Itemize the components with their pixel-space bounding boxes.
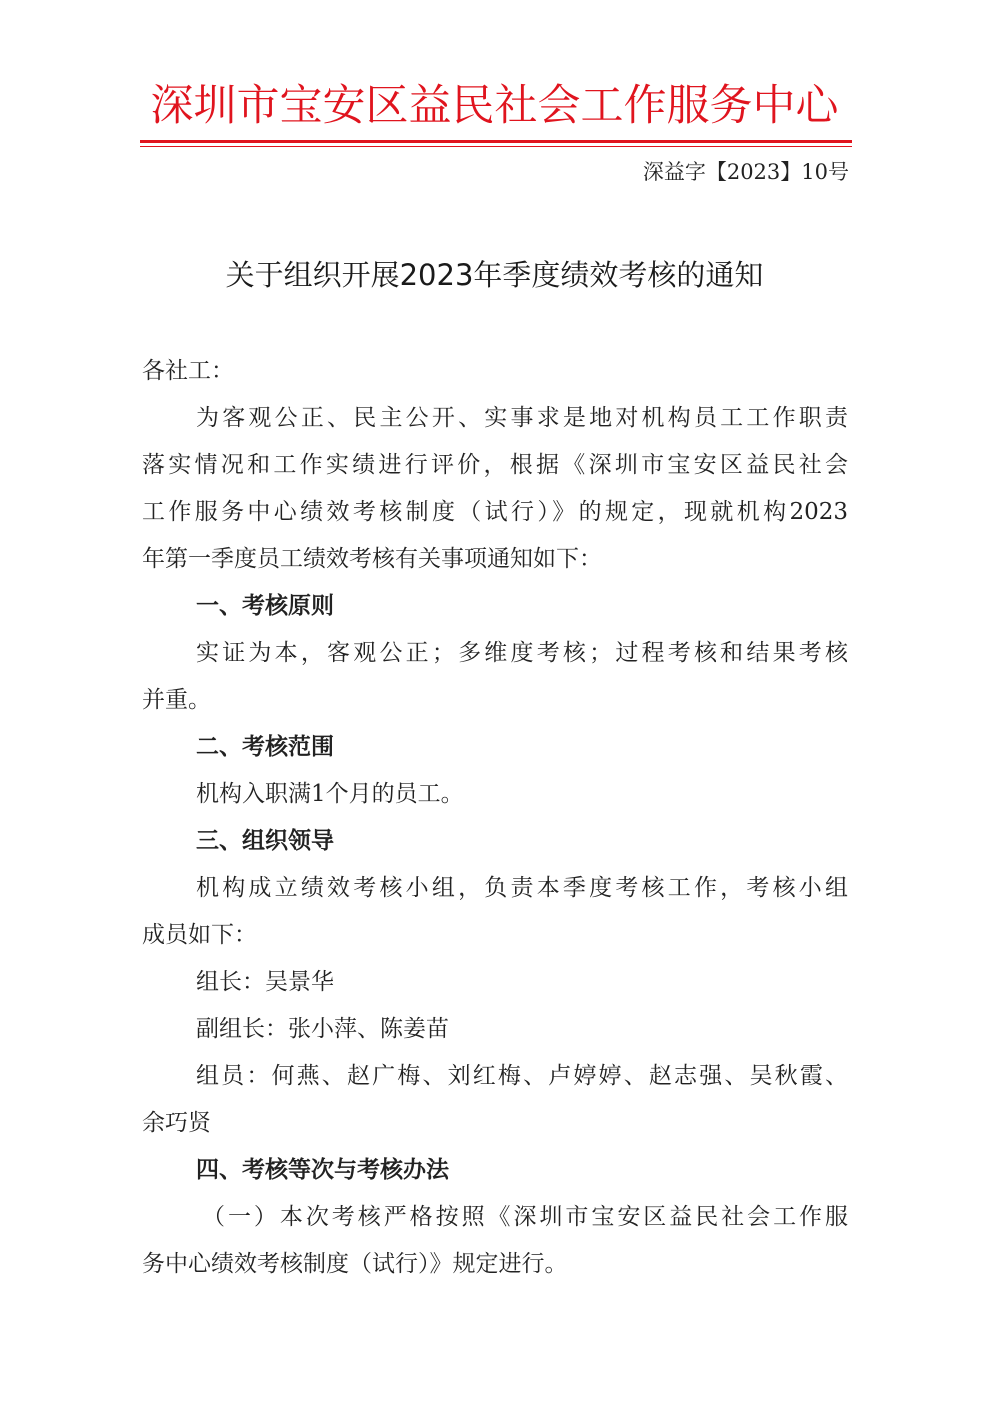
section-heading-scope: 二、考核范围 (196, 734, 334, 760)
section-heading-principles: 一、考核原则 (196, 593, 334, 619)
group-members: 余巧贤 (142, 1110, 211, 1136)
section-heading-leadership: 三、组织领导 (196, 828, 334, 854)
intro-line: 工作服务中心绩效考核制度（试行）》的规定，现就机构2023 (142, 499, 848, 525)
group-leader: 组长：吴景华 (196, 969, 334, 995)
intro-line: 年第一季度员工绩效考核有关事项通知如下： (142, 546, 602, 572)
leadership-line: 机构成立绩效考核小组，负责本季度考核工作，考核小组 (196, 875, 848, 901)
deputy-leaders: 副组长：张小萍、陈姜苗 (196, 1016, 449, 1042)
notice-title: 关于组织开展2023年季度绩效考核的通知 (225, 258, 764, 292)
scope-line: 机构入职满1个月的员工。 (196, 781, 464, 807)
header-rule-thin (140, 146, 852, 147)
intro-line: 为客观公正、民主公开、实事求是地对机构员工工作职责 (196, 405, 848, 431)
grading-line: （一）本次考核严格按照《深圳市宝安区益民社会工作服 (202, 1204, 848, 1230)
organization-name: 深圳市宝安区益民社会工作服务中心 (150, 81, 839, 131)
section-heading-grading: 四、考核等次与考核办法 (196, 1157, 449, 1183)
principles-line: 实证为本，客观公正；多维度考核；过程考核和结果考核 (196, 640, 848, 666)
leadership-line: 成员如下： (142, 922, 257, 948)
grading-line: 务中心绩效考核制度（试行）》规定进行。 (142, 1251, 568, 1277)
group-members: 组员：何燕、赵广梅、刘红梅、卢婷婷、赵志强、吴秋霞、 (196, 1063, 848, 1089)
notice-body (142, 348, 848, 1288)
document-number: 深益字【2023】10号 (642, 160, 849, 184)
header-rule-thick (140, 140, 852, 143)
principles-line: 并重。 (142, 687, 211, 713)
intro-line: 落实情况和工作实绩进行评价，根据《深圳市宝安区益民社会 (142, 452, 848, 478)
salutation: 各社工： (142, 358, 234, 384)
